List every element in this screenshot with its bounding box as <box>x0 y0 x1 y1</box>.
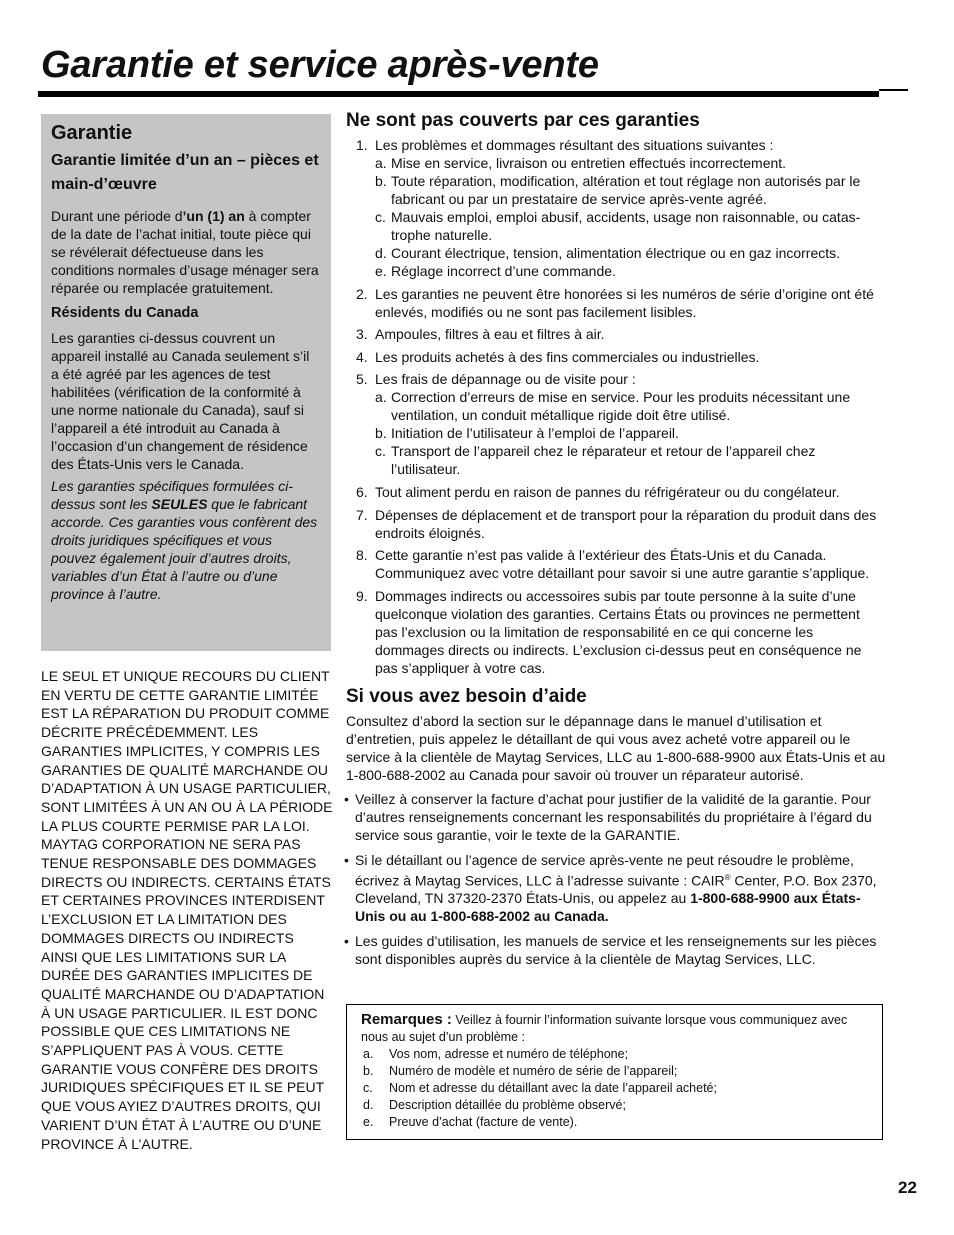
list-item: 5. Les frais de dépannage ou de visite pour : a. Correction d’erreurs de mise en service. Pour les produits nécessitant une ventilation, un conduit métallique rigide doit être utilisé. b. Initiation de l’utilisateur à l’emploi de l’appareil. c. Transport de l’appareil chez le réparateur et retour de l’appareil chez l’utilisateur. <box>346 370 886 478</box>
right-column <box>346 110 886 975</box>
list-item: d. Description détaillée du problème observé; <box>363 1098 626 1112</box>
help-intro: Consultez d’abord la section sur le dépannage dans le manuel d’utilisation et d’entretien, puis appelez le détaillant de qui vous avez acheté votre appareil ou le service à la clientèle de Maytag Services, LLC au 1-800-688-9900 aux États-Unis et au 1-800-688-2002 au Canada pour savoir où trouver un réparateur autorisé. <box>346 712 886 783</box>
rights-text-start: Les garanties spécifiques formulées ci-dessus sont les <box>51 478 294 512</box>
warranty-box <box>41 114 331 651</box>
phone-numbers: 1-800-688-9900 aux États-Unis ou au 1-800-688-2002 au Canada. <box>355 890 861 925</box>
disclaimer-paragraph: LE SEUL ET UNIQUE RECOURS DU CLIENT EN VERTU DE CETTE GARANTIE LIMITÉE EST LA RÉPARATION DU PRODUIT COMME DÉCRITE PRÉCÉDEMMENT. LES GARANTIES IMPLICITES, Y COMPRIS LES GARANTIES DE QUALITÉ MARCHANDE OU D’ADAPTATION À UN USAGE PARTICULIER, SONT LIMITÉES À UN AN OU À LA PÉRIODE LA PLUS COURTE PERMISE PAR LA LOI. MAYTAG CORPORATION NE SERA PAS TENUE RESPONSABLE DES DOMMAGES DIRECTS OU INDIRECTS. CERTAINS ÉTATS ET CERTAINES PROVINCES INTERDISENT L’EXCLUSION ET LA LIMITATION DES DOMMAGES DIRECTS OU INDIRECTS AINSI QUE LES LIMITATIONS SUR LA DURÉE DES GARANTIES IMPLICITES DE QUALITÉ MARCHANDE OU D’ADAPTATION À UN USAGE PARTICULIER. IL EST DONC POSSIBLE QUE CES LIMITATIONS NE S’APPLIQUENT PAS À VOUS. CETTE GARANTIE VOUS CONFÈRE DES DROITS JURIDIQUES SPÉCIFIQUES ET IL SE PEUT QUE VOUS AYIEZ D’AUTRES DROITS, QUI VARIENT D’UN ÉTAT À L’AUTRE OU D’UNE PROVINCE À L’AUTRE. <box>41 668 333 1152</box>
warranty-subheading: Garantie limitée d’un an – pièces et main-d’œuvre <box>51 152 319 193</box>
sub-list-item: a. Mise en service, livraison ou entretien effectués incorrectement. <box>375 155 787 171</box>
warranty-heading: Garantie <box>51 122 133 144</box>
list-item: 4. Les produits achetés à des fins commerciales ou industrielles. <box>356 348 760 365</box>
sub-list-item: b. Toute réparation, modification, altération et tout réglage non autorisés par le fabricant ou par un prestataire de service après-vente agréé. <box>375 173 861 207</box>
sub-list-item: c. Transport de l’appareil chez le réparateur et retour de l’appareil chez l’utilisateur. <box>375 443 816 478</box>
help-section <box>346 686 886 969</box>
remarks-title: Remarques : <box>361 1011 452 1028</box>
list-item: c. Nom et adresse du détaillant avec la date l’appareil acheté; <box>363 1081 717 1095</box>
rights-paragraph <box>51 477 321 603</box>
sub-list-item: b. Initiation de l’utilisateur à l’emploi de l’appareil. <box>375 425 679 442</box>
warranty-period: ’un (1) an <box>182 208 245 224</box>
list-item: 1. Les problèmes et dommages résultant des situations suivantes : a. Mise en service, livraison ou entretien effectués incorrectement. b. Toute réparation, modification, altération et tout réglage non autorisés par le fabricant ou par un prestataire de service après-vente agréé. c. Mauvais emploi, emploi abusif, accidents, usage non raisonnable, ou catastrophe naturelle. d. Courant électrique, tension, alimentation électrique ou en gaz incorrects. e. Réglage incorrect d’une commande. <box>346 136 886 280</box>
help-bullets <box>346 790 886 969</box>
registered-mark: ® <box>724 872 731 882</box>
rights-text-end: que le fabricant accorde. Ces garanties vous confèrent des droits juridiques spécifiques et vous pouvez également jouir d’autres droits, variables d’un État à l’autre ou d’une province à l’autre. <box>51 496 318 602</box>
sub-list <box>375 388 886 478</box>
sub-list-item: d. Courant électrique, tension, alimentation électrique ou en gaz incorrects. <box>375 245 841 261</box>
canada-paragraph: Les garanties ci-dessus couvrent un appareil installé au Canada seulement s’il a été agréé par les agences de test habilitées (vérification de la conformité à une norme nationale du Canada), sauf si l’appareil a été introduit au Canada à l’occasion d’un changement de résidence des États-Unis vers le Canada. <box>51 330 310 472</box>
exclusions-list <box>346 136 886 677</box>
sub-list-item: a. Correction d’erreurs de mise en service. Pour les produits nécessitant une ventilation, un conduit métallique rigide doit être utilisé. <box>375 389 851 424</box>
list-item: • Les guides d’utilisation, les manuels de service et les renseignements sur les pièces sont disponibles auprès du service à la clientèle de Maytag Services, LLC. <box>344 933 877 968</box>
warranty-paragraph <box>51 207 321 297</box>
list-item: • Veillez à conserver la facture d’achat pour justifier de la validité de la garantie. Pour d’autres renseignements concernant les responsabilités du propriétaire à l’égard du service sous garantie, voir le texte de la GARANTIE. <box>344 790 872 843</box>
page-number: 22 <box>898 1178 917 1197</box>
list-item: 7. Dépenses de déplacement et de transport pour la réparation du produit dans des endroits éloignés. <box>356 506 877 541</box>
remarks-intro: Remarques : Veillez à fournir l’information suivante lorsque vous communiquez avec nous au sujet d’un problème : <box>361 1011 848 1044</box>
title-rule <box>38 91 879 97</box>
remarks-list <box>361 1046 870 1131</box>
rights-emphasis: SEULES <box>151 496 208 512</box>
help-heading: Si vous avez besoin d’aide <box>346 685 587 707</box>
list-item: 3. Ampoules, filtres à eau et filtres à air. <box>356 326 605 343</box>
page-title: Garantie et service après-vente <box>41 44 599 86</box>
warranty-text-start: Durant une période d <box>51 208 183 224</box>
title-rule-extension <box>879 89 908 91</box>
list-item: e. Preuve d’achat (facture de vente). <box>363 1115 578 1129</box>
list-item: • Si le détaillant ou l’agence de service après-vente ne peut résoudre le problème, écrivez à Maytag Services, LLC à l’adresse suivante : CAIR® Center, P.O. Box 2370, Cleveland, TN 37320-2370 États-Unis, ou appelez au 1-800-688-9900 aux États-Unis ou au 1-800-688-2002 au Canada. <box>344 851 877 925</box>
remarks-box <box>346 1004 883 1140</box>
sub-list-item: c. Mauvais emploi, emploi abusif, accidents, usage non raisonnable, ou catastrophe naturelle. <box>375 209 861 243</box>
list-item: 2. Les garanties ne peuvent être honorées si les numéros de série d’origine ont été enlevés, modifiés ou ne sont pas facilement lisibles. <box>356 285 874 320</box>
list-item: 6. Tout aliment perdu en raison de pannes du réfrigérateur ou du congélateur. <box>356 483 840 500</box>
list-item: 8. Cette garantie n’est pas valide à l’extérieur des États-Unis et du Canada. Communiquez avec votre détaillant pour savoir si une autre garantie s’applique. <box>356 547 870 582</box>
warranty-text-end: à compter de la date de l’achat initial, toute pièce qui se révélerait défectueuse dans les conditions normales d’usage ménager sera réparée ou remplacée gratuitement. <box>51 208 319 296</box>
sub-list <box>375 154 886 280</box>
exclusions-heading: Ne sont pas couverts par ces garanties <box>346 110 700 131</box>
sub-list-item: e. Réglage incorrect d’une commande. <box>375 263 616 279</box>
list-item: a. Vos nom, adresse et numéro de téléphone; <box>363 1047 629 1061</box>
list-item: 9. Dommages indirects ou accessoires subis par toute personne à la suite d’une quelconque violation des garanties. Certains États ou provinces ne permettent pas l’exclusion ou la limitation de responsabilité en ce qui concerne les dommages directs ou indirects. L’exclusion ci-dessus peut en conséquence ne pas s’appliquer à votre cas. <box>356 587 862 676</box>
canada-heading: Résidents du Canada <box>51 305 199 321</box>
list-item: b. Numéro de modèle et numéro de série de l’appareil; <box>363 1064 678 1078</box>
